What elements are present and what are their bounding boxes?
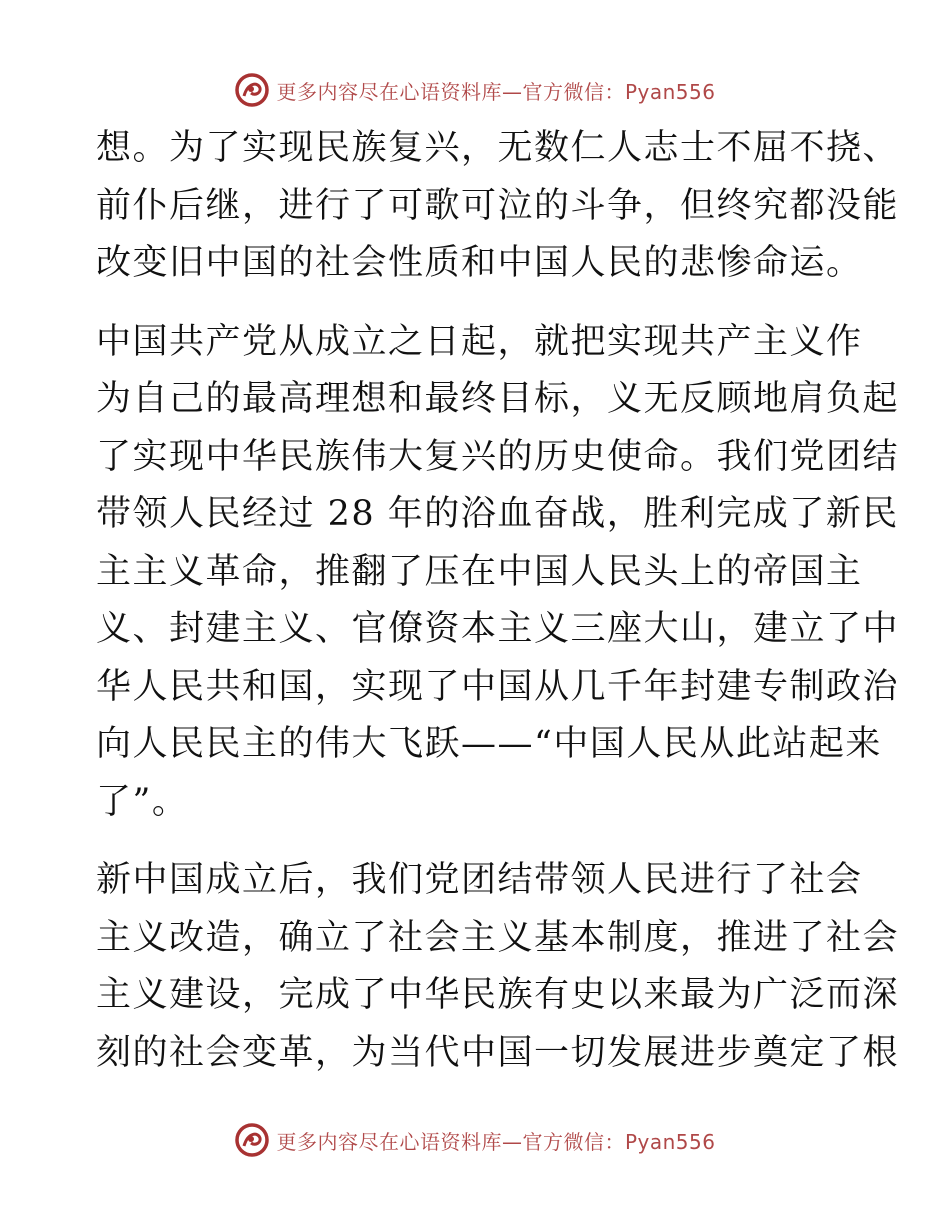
text-line: 刻的社会变革，为当代中国一切发展进步奠定了根 xyxy=(96,1032,900,1073)
text-line: 主义建设，完成了中华民族有史以来最为广泛而深 xyxy=(96,975,900,1015)
text-line: 了实现中华民族伟大复兴的历史使命。我们党团结 xyxy=(96,436,900,477)
red-swirl-logo-icon xyxy=(234,1122,270,1158)
text-line: 为自己的最高理想和最终目标，义无反顾地肩负起 xyxy=(96,379,900,419)
red-swirl-logo-icon xyxy=(234,72,270,108)
text-line: 前仆后继，进行了可歌可泣的斗争，但终究都没能 xyxy=(96,185,900,226)
text-line: 主主义革命，推翻了压在中国人民头上的帝国主 xyxy=(96,551,863,592)
text-line: 主义改造，确立了社会主义基本制度，推进了社会 xyxy=(96,917,900,958)
header-watermark xyxy=(0,70,950,110)
text-line: 想。为了实现民族复兴，无数仁人志士不屈不挠、 xyxy=(96,128,900,168)
text-line: 改变旧中国的社会性质和中国人民的悲惨命运。 xyxy=(96,243,863,283)
paragraph-1 xyxy=(96,120,900,293)
document-body xyxy=(96,120,900,1082)
watermark-text: 更多内容尽在心语资料库—官方微信：Pyan556 xyxy=(276,1129,716,1154)
footer-watermark xyxy=(0,1120,950,1160)
text-line: 向人民民主的伟大飞跃——“中国人民从此站起来 xyxy=(96,724,882,764)
watermark-text: 更多内容尽在心语资料库—官方微信：Pyan556 xyxy=(276,79,716,104)
text-line: 义、封建主义、官僚资本主义三座大山，建立了中 xyxy=(96,609,900,649)
text-line: 华人民共和国，实现了中国从几千年封建专制政治 xyxy=(96,666,900,707)
text-line: 了”。 xyxy=(96,781,189,822)
text-line: 新中国成立后，我们党团结带领人民进行了社会 xyxy=(96,860,863,900)
paragraph-2 xyxy=(96,314,900,832)
paragraph-3 xyxy=(96,852,900,1082)
text-line: 中国共产党从成立之日起，就把实现共产主义作 xyxy=(96,321,863,362)
text-line: 带领人民经过 28 年的浴血奋战，胜利完成了新民 xyxy=(96,494,899,534)
